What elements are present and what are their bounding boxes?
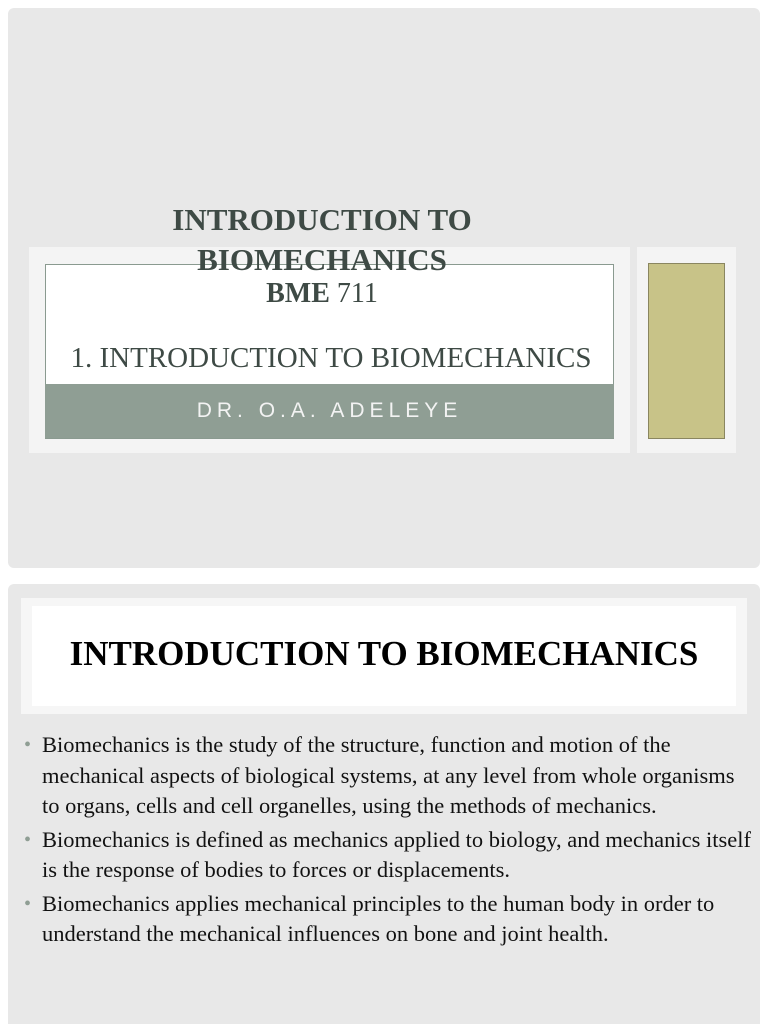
list-item xyxy=(24,889,754,950)
list-item xyxy=(24,730,754,822)
course-code-line xyxy=(128,278,516,310)
course-number: 711 xyxy=(336,278,378,309)
slide-main-title: INTRODUCTION TO BIOMECHANICS xyxy=(172,202,472,277)
bullet-dot-icon: • xyxy=(24,734,32,756)
bullet-dot-icon: • xyxy=(24,828,32,851)
slide-subtitle: 1. INTRODUCTION TO BIOMECHANICS xyxy=(70,342,592,374)
author-name: DR. O.A. ADELEYE xyxy=(196,399,463,422)
list-item xyxy=(24,825,754,886)
bullet-text: Biomechanics is the study of the structure, function and motion of the mechanical aspects of biological systems, at any level from whole organisms to organs, cells and cell organelles, using the methods of mechanics. xyxy=(42,732,735,818)
bullet-text: Biomechanics applies mechanical principles to the human body in order to understand the mechanical influences on bone and joint health. xyxy=(42,890,715,946)
bullet-dot-icon: • xyxy=(24,892,32,915)
slide-title xyxy=(8,8,760,568)
bullet-text: Biomechanics is defined as mechanics applied to biology, and mechanics itself is the response of bodies to forces or displacements. xyxy=(42,826,751,882)
accent-block xyxy=(648,263,725,439)
slide-content xyxy=(8,584,760,1024)
slide-heading: INTRODUCTION TO BIOMECHANICS xyxy=(69,634,699,673)
course-code: BME xyxy=(266,278,330,309)
bullet-list xyxy=(24,730,754,953)
